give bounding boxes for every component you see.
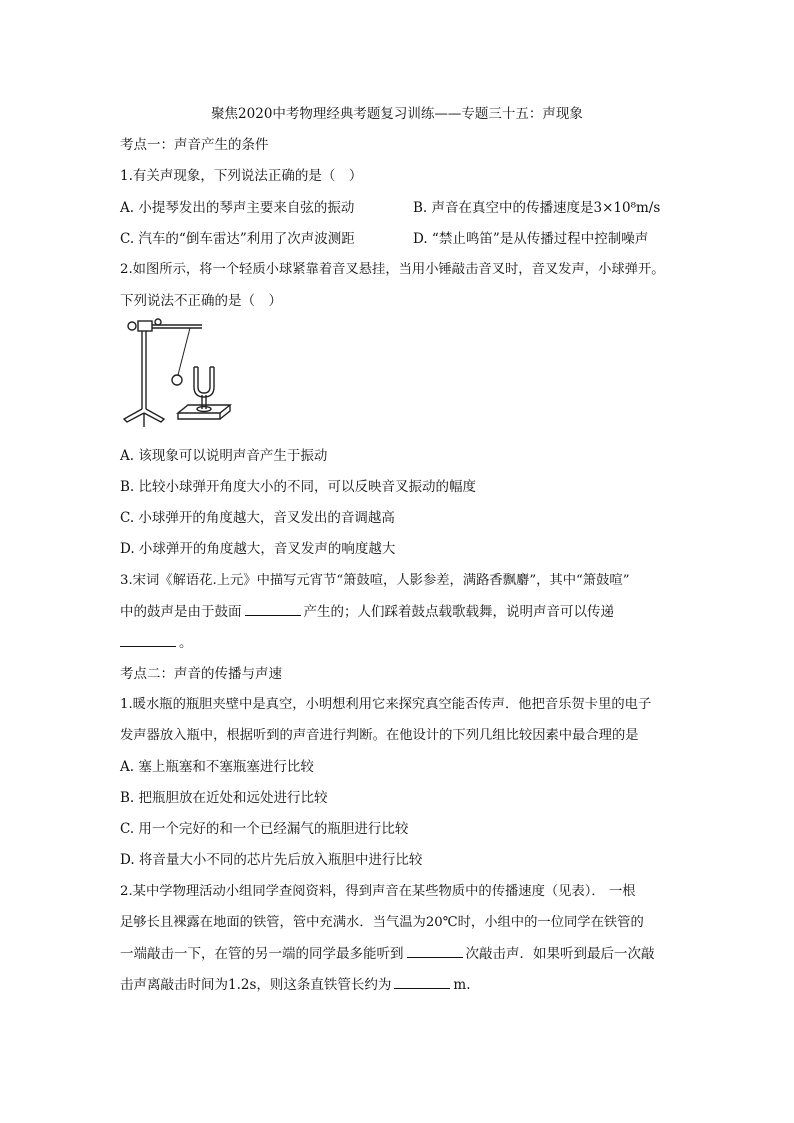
s2q2-line3 [120, 944, 655, 964]
q3-line2 [120, 602, 614, 622]
q3-blank-2[interactable] [120, 634, 176, 647]
s2q2-line4-text-b: m. [453, 977, 471, 993]
s2q1-option-b: B. 把瓶胆放在近处和远处进行比较 [120, 790, 328, 806]
s2q2-line3-text-a: 一端敲击一下，在管的另一端的同学最多能听到 [120, 946, 404, 962]
document-title: 聚焦2020中考物理经典考题复习训练——专题三十五：声现象 [211, 106, 583, 122]
q1-option-d: D. “禁止鸣笛”是从传播过程中控制噪声 [413, 231, 649, 247]
s2q1-option-d: D. 将音量大小不同的芯片先后放入瓶胆中进行比较 [120, 852, 423, 868]
q3-line3-end: 。 [179, 635, 193, 651]
s2q2-blank-2[interactable] [394, 976, 450, 989]
s2q1-option-a: A. 塞上瓶塞和不塞瓶塞进行比较 [120, 759, 314, 775]
tuning-fork-figure [120, 317, 240, 429]
q2-option-d: D. 小球弹开的角度越大，音叉发声的响度越大 [120, 541, 396, 557]
section2-heading: 考点二：声音的传播与声速 [120, 666, 282, 682]
q1-option-b: B. 声音在真空中的传播速度是3×10⁸m/s [413, 200, 661, 216]
q3-line2-text-b: 产生的；人们踩着鼓点载歌载舞，说明声音可以传递 [303, 604, 614, 620]
s2q2-blank-1[interactable] [407, 945, 463, 958]
section1-heading: 考点一：声音产生的条件 [120, 137, 269, 153]
q1-stem: 1.有关声现象，下列说法正确的是（ ） [120, 168, 363, 184]
s2q2-line2: 足够长且裸露在地面的铁管，管中充满水．当气温为20℃时，小组中的一位同学在铁管的 [120, 915, 644, 930]
q2-option-b: B. 比较小球弹开角度大小的不同，可以反映音叉振动的幅度 [120, 479, 477, 495]
q1-option-c: C. 汽车的“倒车雷达”利用了次声波测距 [120, 231, 355, 247]
q3-blank-1[interactable] [245, 603, 301, 616]
q3-line3 [120, 633, 193, 653]
q3-line2-text-a: 中的鼓声是由于鼓面 [120, 604, 242, 620]
s2q2-line4 [120, 975, 471, 995]
s2q2-line3-text-b: 次敲击声．如果听到最后一次敲 [465, 946, 655, 962]
q2-stem-line1: 2.如图所示，将一个轻质小球紧靠着音叉悬挂，当用小锤敲击音叉时，音叉发声，小球弹开。 [120, 262, 665, 277]
q1-option-a: A. 小提琴发出的琴声主要来自弦的振动 [120, 200, 355, 216]
s2q2-line4-text-a: 击声离敲击时间为1.2s，则这条直铁管长约为 [120, 977, 392, 993]
q2-option-a: A. 该现象可以说明声音产生于振动 [120, 448, 328, 464]
s2q1-line1: 1.暖水瓶的瓶胆夹壁中是真空，小明想利用它来探究真空能否传声．他把音乐贺卡里的电子 [120, 697, 652, 712]
q2-stem-line2: 下列说法不正确的是（ ） [120, 293, 282, 309]
s2q1-line2: 发声器放入瓶中，根据听到的声音进行判断。在他设计的下列几组比较因素中最合理的是 [120, 728, 639, 743]
q2-option-c: C. 小球弹开的角度越大，音叉发出的音调越高 [120, 510, 395, 526]
s2q1-option-c: C. 用一个完好的和一个已经漏气的瓶胆进行比较 [120, 821, 409, 837]
s2q2-line1: 2.某中学物理活动小组同学查阅资料，得到声音在某些物质中的传播速度（见表）． 一根 [120, 884, 636, 899]
q3-line1: 3.宋词《解语花.上元》中描写元宵节“箫鼓喧，人影参差，满路香飘麝”，其中“箫鼓喧” [120, 573, 630, 588]
